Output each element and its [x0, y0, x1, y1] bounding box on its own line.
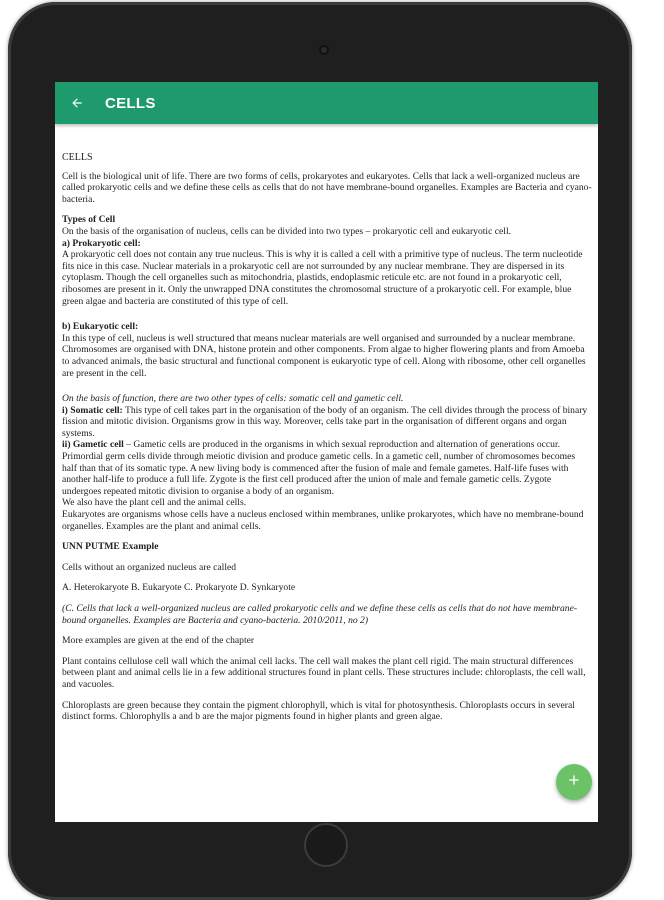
eukaryotic-heading: b) Eukaryotic cell: [62, 321, 139, 333]
somatic-text: This type of cell takes part in the organisation of the body of an organism. The cell divides through the process of binary fission and mitotic division. Organisms grow in this way. Moreover, cells take part in the organisation of different organs and organ systems. [62, 404, 588, 439]
gametic-text: – Gametic cells are produced in the organisms in which sexual reproduction and alternation of generations occur. Primordial germ cells divide through meiotic division and produce gametic cells. In a gametic cell, number of chromosomes becomes half than that of its somatic type. A new living body is commenced after the fusion of male and female gametes. Half-life fuses with another half-life to produce a full life. Zygote is the first cell produced after the union of male and female gametic cells. Zygote undergoes repeated mitotic division to organise a body of an organism. [62, 439, 576, 497]
gametic-paragraph [62, 439, 592, 497]
camera [319, 45, 329, 55]
app-bar-title: CELLS [105, 94, 156, 112]
plus-icon [566, 772, 582, 793]
somatic-heading: i) Somatic cell: [62, 404, 123, 416]
example-options: A. Heterokaryote B. Eukaryote C. Prokaryote D. Synkaryote [62, 582, 296, 594]
gametic-heading: ii) Gametic cell [62, 439, 124, 451]
article-title: CELLS [62, 152, 93, 163]
home-button[interactable] [304, 823, 348, 867]
more-examples-note: More examples are given at the end of the chapter [62, 635, 255, 647]
eukaryotes-paragraph: Eukaryotes are organisms whose cells have a nucleus enclosed within membranes, unlike prokaryotes, which have no membrane-bound organelles. Examples are the plant and animal cells. [62, 509, 584, 532]
eukaryotic-text: In this type of cell, nucleus is well structured that means nuclear materials are well organised and surrounded by a nuclear membrane. Chromosomes are organised with DNA, histone protein and other components. From algae to higher flowering plants and from Amoeba to advanced animals, the basic structural and functional component is eukaryotic type of cell. Along with ribosome, other cell organelles are present in the cell. [62, 332, 586, 379]
prokaryotic-heading: a) Prokaryotic cell: [62, 237, 141, 249]
somatic-paragraph [62, 405, 592, 440]
plant-wall-paragraph: Plant contains cellulose cell wall which the animal cell lacks. The cell wall makes the plant cell rigid. The main structural differences between plant and animal cells lie in a few additional structures found in plant cells. These structures include: chloroplasts, the cell wall, and vacuoles. [62, 655, 586, 690]
example-answer: (C. Cells that lack a well-organized nucleus are called prokaryotic cells and we define these cells as cells that do not have membrane-bound organelles. Examples are Bacteria and cyano-bacteria. 2010/2011, no 2) [62, 603, 578, 626]
app-bar [55, 82, 598, 124]
types-intro: On the basis of the organisation of nucleus, cells can be divided into two types – prokaryotic cell and eukaryotic cell. [62, 225, 512, 237]
article-content [55, 124, 598, 723]
function-intro: On the basis of function, there are two other types of cells: somatic cell and gametic cell. [62, 393, 404, 405]
prokaryotic-text: A prokaryotic cell does not contain any true nucleus. This is why it is called a cell with a primitive type of nucleus. The term nucleotide fits nice in this case. Nuclear materials in a prokaryotic cell are not surrounded by any nuclear membrane. They are dispersed in its cytoplasm. Though the cell organelles such as mitochondria, plastids, endoplasmic reticule etc. are not found in a prokaryotic cell, ribosomes are present in it. Only the unwrapped DNA constitutes the chromosomal structure of a prokaryotic cell. For example, blue green algae and bacteria are constituted of this type of cell. [62, 249, 583, 307]
chloroplasts-paragraph: Chloroplasts are green because they contain the pigment chlorophyll, which is vital for photosynthesis. Chloroplasts occurs in several distinct forms. Chlorophylls a and b are the major pigments found in higher plants and green algae. [62, 699, 575, 723]
add-fab-button[interactable] [556, 764, 592, 800]
example-heading: UNN PUTME Example [62, 541, 159, 553]
intro-paragraph: Cell is the biological unit of life. There are two forms of cells, prokaryotes and eukaryotes. Cells that lack a well-organized nucleus are called prokaryotic cells and we define these cells as cells that do not have membrane-bound organelles. Examples are Bacteria and cyano-bacteria. [62, 170, 592, 205]
plant-animal-line: We also have the plant cell and the animal cells. [62, 497, 247, 509]
tablet-frame [8, 2, 632, 900]
example-question: Cells without an organized nucleus are called [62, 561, 237, 573]
screen [55, 82, 598, 822]
types-heading: Types of Cell [62, 214, 116, 226]
arrow-back-icon[interactable] [55, 82, 99, 124]
